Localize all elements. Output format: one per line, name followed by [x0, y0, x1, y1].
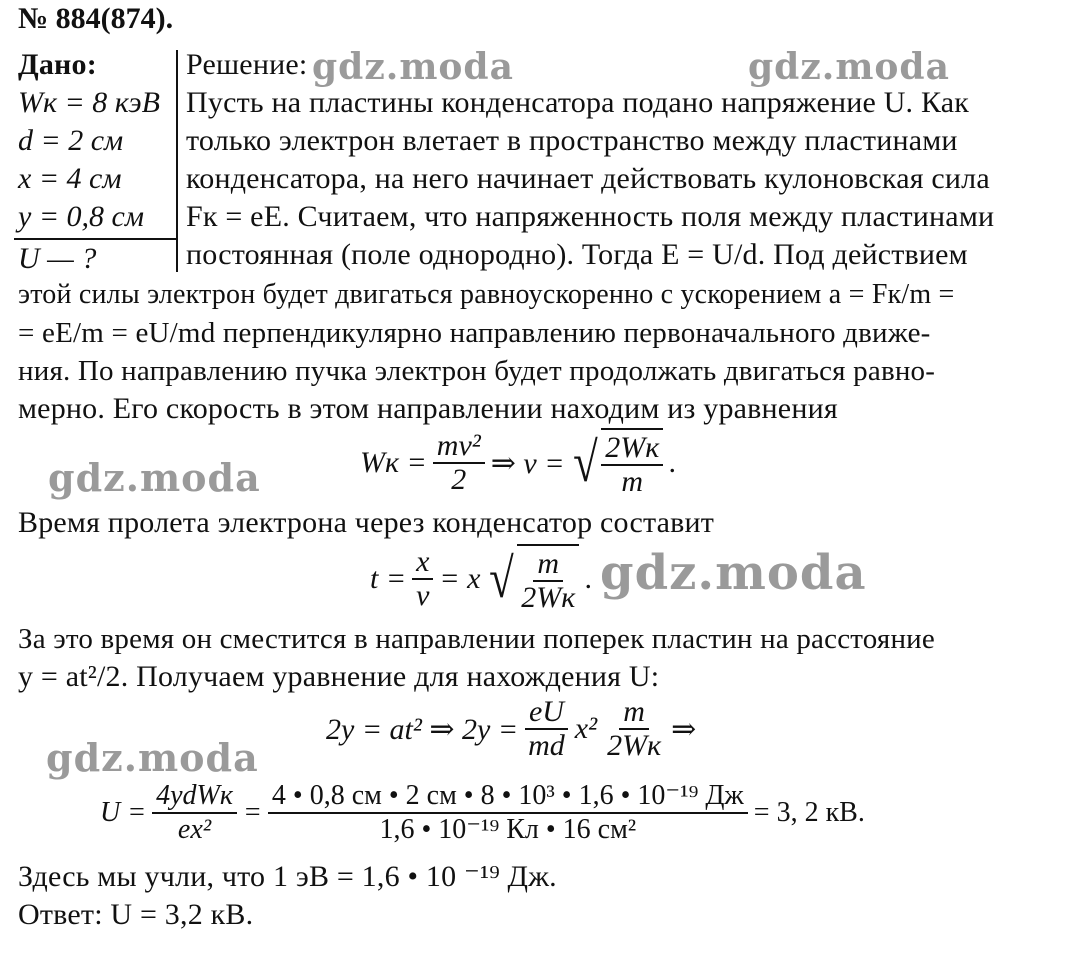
- solution-line: мерно. Его скорость в этом направлении находим из уравнения: [18, 392, 838, 425]
- solution-line: конденсатора, на него начинает действовать кулоновская сила: [186, 162, 990, 195]
- eq2-fraction: [412, 546, 433, 612]
- solution-label: Решение:: [186, 48, 308, 81]
- eq3-denominator-1: md: [528, 729, 565, 762]
- eq1-mid: ⇒ v =: [490, 446, 565, 480]
- given-item: Wк = 8 кэВ: [18, 86, 160, 119]
- solution-line: = eE/m = eU/md перпендикулярно направлению первоначального движе-: [18, 317, 931, 349]
- eq4-fraction-2: [268, 780, 748, 846]
- answer-line: Ответ: U = 3,2 кВ.: [18, 898, 254, 931]
- eq1-numerator: mv²: [433, 430, 485, 464]
- eq2-denominator: v: [416, 579, 430, 612]
- eq4-fraction-1: [152, 780, 237, 846]
- eq4-eq: =: [242, 797, 262, 828]
- shift-line: y = at²/2. Получаем уравнение для нахождения U:: [18, 660, 660, 693]
- eq3-fraction-2: [603, 696, 665, 762]
- sqrt-sign: √: [573, 432, 599, 494]
- watermark: gdz.moda: [312, 46, 514, 88]
- sqrt-sign: √: [489, 548, 515, 610]
- solution-line: Пусть на пластины конденсатора подано напряжение U. Как: [186, 86, 970, 119]
- eq2-lhs: t =: [370, 562, 407, 595]
- eq3-mid: x²: [574, 712, 598, 745]
- eq1-lhs: Wк =: [360, 446, 427, 479]
- eq2-mid: = x: [439, 562, 481, 595]
- eq4-numerator-1: 4ydWк: [152, 780, 237, 814]
- solution-line: ния. По направлению пучка электрон будет продолжать двигаться равно-: [18, 355, 936, 387]
- eq3-numerator-1: eU: [525, 696, 568, 730]
- eq3-denominator-2: 2Wк: [607, 729, 662, 762]
- eq3-fraction-1: [524, 696, 569, 762]
- watermark: gdz.moda: [748, 46, 950, 88]
- solution-line: Fк = eE. Считаем, что напряженность поля между пластинами: [186, 200, 995, 233]
- given-item: x = 4 см: [18, 162, 122, 195]
- watermark: gdz.moda: [48, 455, 261, 500]
- eq4-numerator-2: 4 • 0,8 см • 2 см • 8 • 10³ • 1,6 • 10⁻¹⁹ Дж: [268, 780, 748, 814]
- eq4-result: = 3, 2 кВ.: [753, 797, 865, 828]
- equation-voltage: [100, 780, 865, 846]
- eq2-root-denominator: 2Wк: [521, 581, 576, 614]
- equation-time: [370, 544, 593, 614]
- eq1-root-denominator: m: [621, 465, 644, 498]
- eq2-end: .: [585, 562, 593, 595]
- eq1-end: .: [669, 446, 677, 479]
- eq4-denominator-1: ex²: [177, 814, 212, 845]
- solution-line: постоянная (поле однородно). Тогда E = U/d. Под действием: [186, 238, 968, 271]
- solution-line: этой силы электрон будет двигаться равноускоренно с ускорением a = Fк/m =: [18, 279, 955, 310]
- given-label: Дано:: [18, 48, 97, 81]
- eq1-sqrt: [570, 428, 663, 498]
- eq3-lhs: 2y = at² ⇒ 2y =: [326, 712, 519, 746]
- equation-displacement: [326, 696, 696, 762]
- given-divider: [14, 238, 176, 240]
- solution-line: только электрон влетает в пространство между пластинами: [186, 124, 958, 157]
- eq1-denominator: 2: [451, 463, 467, 496]
- eq3-end: ⇒: [671, 712, 697, 746]
- given-item: y = 0,8 см: [18, 200, 145, 233]
- given-unknown: U — ?: [18, 242, 97, 275]
- eq2-root-numerator: m: [533, 548, 563, 582]
- given-vertical-divider: [176, 50, 178, 272]
- watermark: gdz.moda: [46, 735, 259, 780]
- note-line: Здесь мы учли, что 1 эВ = 1,6 • 10 ⁻¹⁹ Дж.: [18, 860, 557, 893]
- problem-title: № 884(874).: [18, 2, 174, 35]
- given-item: d = 2 см: [18, 124, 124, 157]
- watermark: gdz.moda: [600, 545, 867, 601]
- eq3-numerator-2: m: [619, 696, 649, 730]
- eq4-denominator-2: 1,6 • 10⁻¹⁹ Кл • 16 см²: [379, 814, 637, 845]
- eq4-lhs: U =: [100, 797, 147, 828]
- eq1-root-numerator: 2Wк: [601, 432, 663, 466]
- eq1-fraction: [433, 430, 485, 496]
- shift-line: За это время он сместится в направлении поперек пластин на расстояние: [18, 623, 935, 655]
- eq2-numerator: x: [412, 546, 433, 580]
- equation-kinetic-energy: [360, 428, 677, 498]
- time-line: Время пролета электрона через конденсатор составит: [18, 506, 715, 539]
- eq2-sqrt: [486, 544, 579, 614]
